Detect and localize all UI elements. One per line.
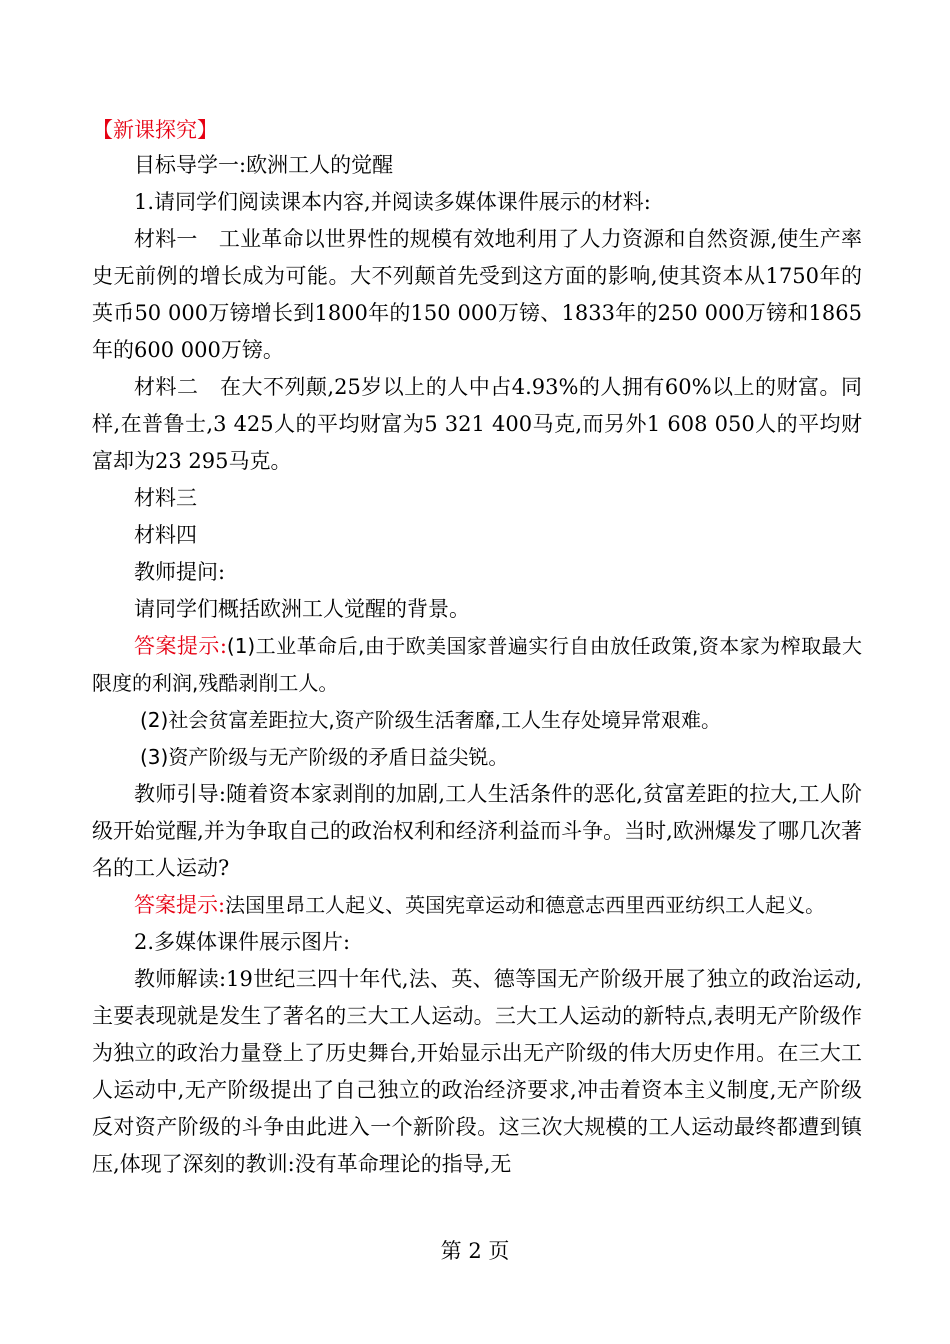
material-3: 材料三	[134, 486, 197, 510]
material-2: 材料二 在大不列颠,25岁以上的人中占4.93%的人拥有60%以上的财富。同样,在普鲁士,3 425人的平均财富为5 321 400马克,而另外1 608 050人的平均财富却为23 295马克。	[92, 375, 862, 473]
step-2: 2.多媒体课件展示图片:	[134, 930, 351, 954]
answer-hint-1	[92, 628, 862, 702]
answer-hint-text: (1)工业革命后,由于欧美国家普遍实行自由放任政策,资本家为榨取最大限度的利润,残酷剥削工人。	[92, 634, 862, 695]
teacher-guide: 教师引导:随着资本家剥削的加剧,工人生活条件的恶化,贫富差距的拉大,工人阶级开始觉醒,并为争取自己的政治权利和经济利益而斗争。当时,欧洲爆发了哪几次著名的工人运动?	[92, 782, 862, 880]
answer-hint-item-2	[92, 702, 862, 739]
step-1: 1.请同学们阅读课本内容,并阅读多媒体课件展示的材料:	[134, 190, 651, 214]
answer-hint-label: 答案提示:	[134, 893, 226, 917]
answer-hint-text: 法国里昂工人起义、英国宪章运动和德意志西里西亚纺织工人起义。	[225, 893, 826, 917]
answer-hint-2	[92, 887, 862, 924]
material-4: 材料四	[134, 523, 197, 547]
section-title: 【新课探究】	[92, 118, 218, 142]
answer-hint-item-2-text: (2)社会贫富差距拉大,资产阶级生活奢靡,工人生存处境异常艰难。	[140, 708, 722, 732]
document-body	[92, 114, 862, 1183]
material-1: 材料一 工业革命以世界性的规模有效地利用了人力资源和自然资源,使生产率史无前例的增长成为可能。大不列颠首先受到这方面的影响,使其资本从1750年的英币50 000万镑增长到1800年的150 000万镑、1833年的250 000万镑和1865年的600 000万镑。	[92, 227, 862, 362]
teacher-explain: 教师解读:19世纪三四十年代,法、英、德等国无产阶级开展了独立的政治运动,主要表现就是发生了著名的三大工人运动。三大工人运动的新特点,表明无产阶级作为独立的政治力量登上了历史舞台,开始显示出无产阶级的伟大历史作用。在三大工人运动中,无产阶级提出了自己独立的政治经济要求,冲击着资本主义制度,无产阶级反对资产阶级的斗争由此进入一个新阶段。这三次大规模的工人运动最终都遭到镇压,体现了深刻的教训:没有革命理论的指导,无	[92, 967, 862, 1176]
teacher-question-label: 教师提问:	[134, 560, 226, 584]
goal-heading: 目标导学一:欧洲工人的觉醒	[134, 153, 394, 177]
page-number: 第 2 页	[440, 1239, 510, 1263]
teacher-question: 请同学们概括欧洲工人觉醒的背景。	[134, 597, 470, 621]
answer-hint-item-3	[92, 739, 862, 776]
answer-hint-item-3-text: (3)资产阶级与无产阶级的矛盾日益尖锐。	[140, 745, 509, 769]
answer-hint-label: 答案提示:	[134, 634, 227, 658]
